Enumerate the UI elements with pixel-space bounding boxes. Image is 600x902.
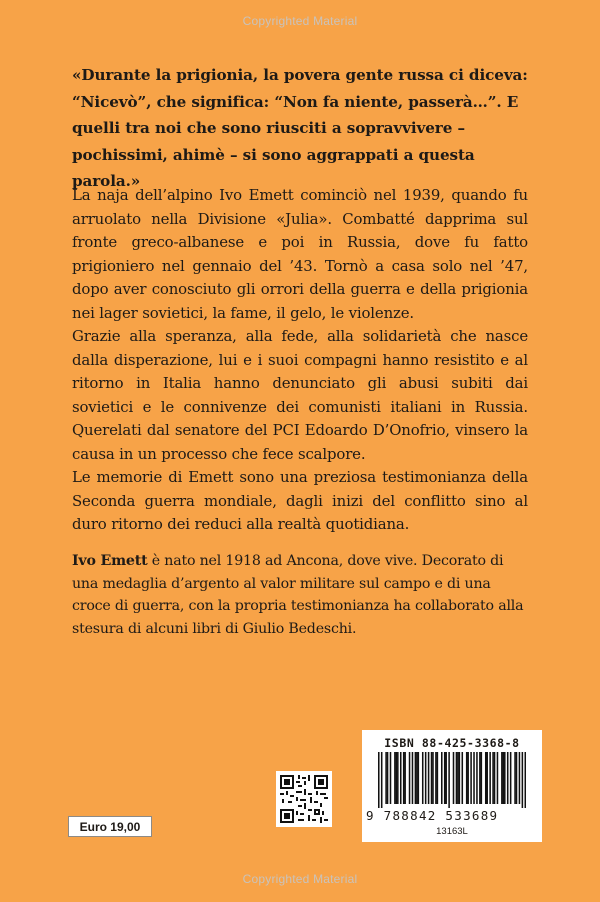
ean-digits: 9 788842 533689	[366, 808, 499, 823]
barcode-bar	[385, 752, 387, 804]
author-bio	[72, 550, 528, 640]
barcode-bar	[396, 752, 398, 804]
barcode-bar	[404, 752, 406, 804]
barcode-bar	[435, 752, 437, 804]
barcode-bar	[432, 752, 434, 804]
barcode-bar	[467, 752, 469, 804]
barcode-bar	[492, 752, 494, 804]
isbn-barcode-box	[362, 730, 542, 842]
barcode-bar	[437, 752, 439, 804]
barcode-bar	[409, 752, 411, 804]
barcode-bar	[507, 752, 509, 804]
barcode-bar	[422, 752, 424, 804]
barcode-bar	[479, 752, 481, 804]
barcode-bar	[415, 752, 417, 804]
barcode-bar	[504, 752, 506, 804]
synopsis-paragraph: La naja dell’alpino Ivo Emett cominciò nel 1939, quando fu arruolato nella Divisione «Julia». Combatté dapprima sul fronte greco-albanese e poi in Russia, dove fu fatto prigioniero nel gennaio del ’43. Tornò a casa solo nel ’47, dopo aver conosciuto gli orrori della guerra e della prigionia nei lager sovietici, la fame, il gelo, le violenze.	[72, 186, 528, 322]
barcode-bar	[525, 752, 526, 808]
barcode-bar	[462, 752, 464, 804]
barcode-bar	[418, 752, 420, 804]
barcode-bar	[381, 752, 383, 808]
barcode-bar	[476, 752, 478, 804]
barcode-bar	[503, 752, 505, 804]
barcode-bar	[510, 752, 512, 804]
barcode-bar	[489, 752, 491, 804]
barcode-bar	[394, 752, 396, 804]
synopsis-paragraph: Grazie alla speranza, alla fede, alla solidarietà che nasce dalla disperazione, lui e i suoi compagni hanno resistito e al ritorno in Italia hanno denunciato gli abusi subiti dai sovietici e le connivenze dei comunisti italiani in Russia. Querelati dal senatore del PCI Edoardo D’Onofrio, vinsero la causa in un processo che fece scalpore.	[72, 327, 528, 463]
barcode-bar	[416, 752, 418, 804]
barcode-bar	[470, 752, 472, 804]
barcode-bar	[486, 752, 488, 804]
barcode-bar	[403, 752, 405, 804]
barcode-bar	[425, 752, 427, 804]
barcode-bar	[457, 752, 459, 804]
barcode-bar	[514, 752, 516, 804]
barcode-bar	[412, 752, 414, 804]
isbn-label: ISBN 88-425-3368-8	[384, 736, 520, 750]
qr-code-icon	[280, 775, 328, 823]
barcode-bar	[448, 752, 450, 808]
barcode-bar	[456, 752, 458, 804]
barcode-bar	[466, 752, 468, 804]
product-code: 13163L	[436, 826, 468, 837]
barcode-bar	[494, 752, 496, 804]
barcode-bar	[400, 752, 402, 804]
barcode-bar	[481, 752, 483, 804]
synopsis-paragraph: Le memorie di Emett sono una preziosa testimonianza della Seconda guerra mondiale, dagli inizi del conflitto sino al duro ritorno dei reduci alla realtà quotidiana.	[72, 468, 528, 533]
qr-code	[276, 771, 332, 827]
barcode-bar	[473, 752, 475, 804]
author-name: Ivo Emett	[72, 553, 148, 569]
barcode-bar	[445, 752, 447, 804]
barcode-bar	[390, 752, 392, 804]
barcode-bar	[387, 752, 389, 804]
barcode-bar	[516, 752, 518, 804]
barcode-bar	[497, 752, 499, 804]
barcode-bar	[519, 752, 521, 804]
barcode	[378, 752, 526, 808]
barcode-bar	[522, 752, 524, 808]
watermark-top: Copyrighted Material	[242, 14, 358, 28]
barcode-bar	[441, 752, 443, 804]
price-tag: Euro 19,00	[68, 816, 152, 837]
barcode-bar	[485, 752, 487, 804]
barcode-bar	[453, 752, 455, 804]
barcode-bar	[397, 752, 399, 804]
barcode-bar	[444, 752, 446, 804]
synopsis	[72, 184, 528, 537]
barcode-bar	[459, 752, 461, 804]
watermark-bottom: Copyrighted Material	[242, 872, 358, 886]
barcode-bar	[431, 752, 433, 804]
barcode-bar	[378, 752, 380, 808]
barcode-bar	[501, 752, 503, 804]
barcode-bar	[428, 752, 430, 804]
back-cover-quote: «Durante la prigionia, la povera gente russa ci diceva: “Nicevò”, che significa: “Non fa niente, passerà…”. E quelli tra noi che sono riusciti a sopravvivere – pochissimi, ahimè – si sono aggrappati a questa parola.»	[72, 66, 528, 190]
author-bio-text: è nato nel 1918 ad Ancona, dove vive. Decorato di una medaglia d’argento al valor militare sul campo e di una croce di guerra, con la propria testimonianza ha collaborato alla stesura di alcuni libri di Giulio Bedeschi.	[72, 553, 524, 637]
